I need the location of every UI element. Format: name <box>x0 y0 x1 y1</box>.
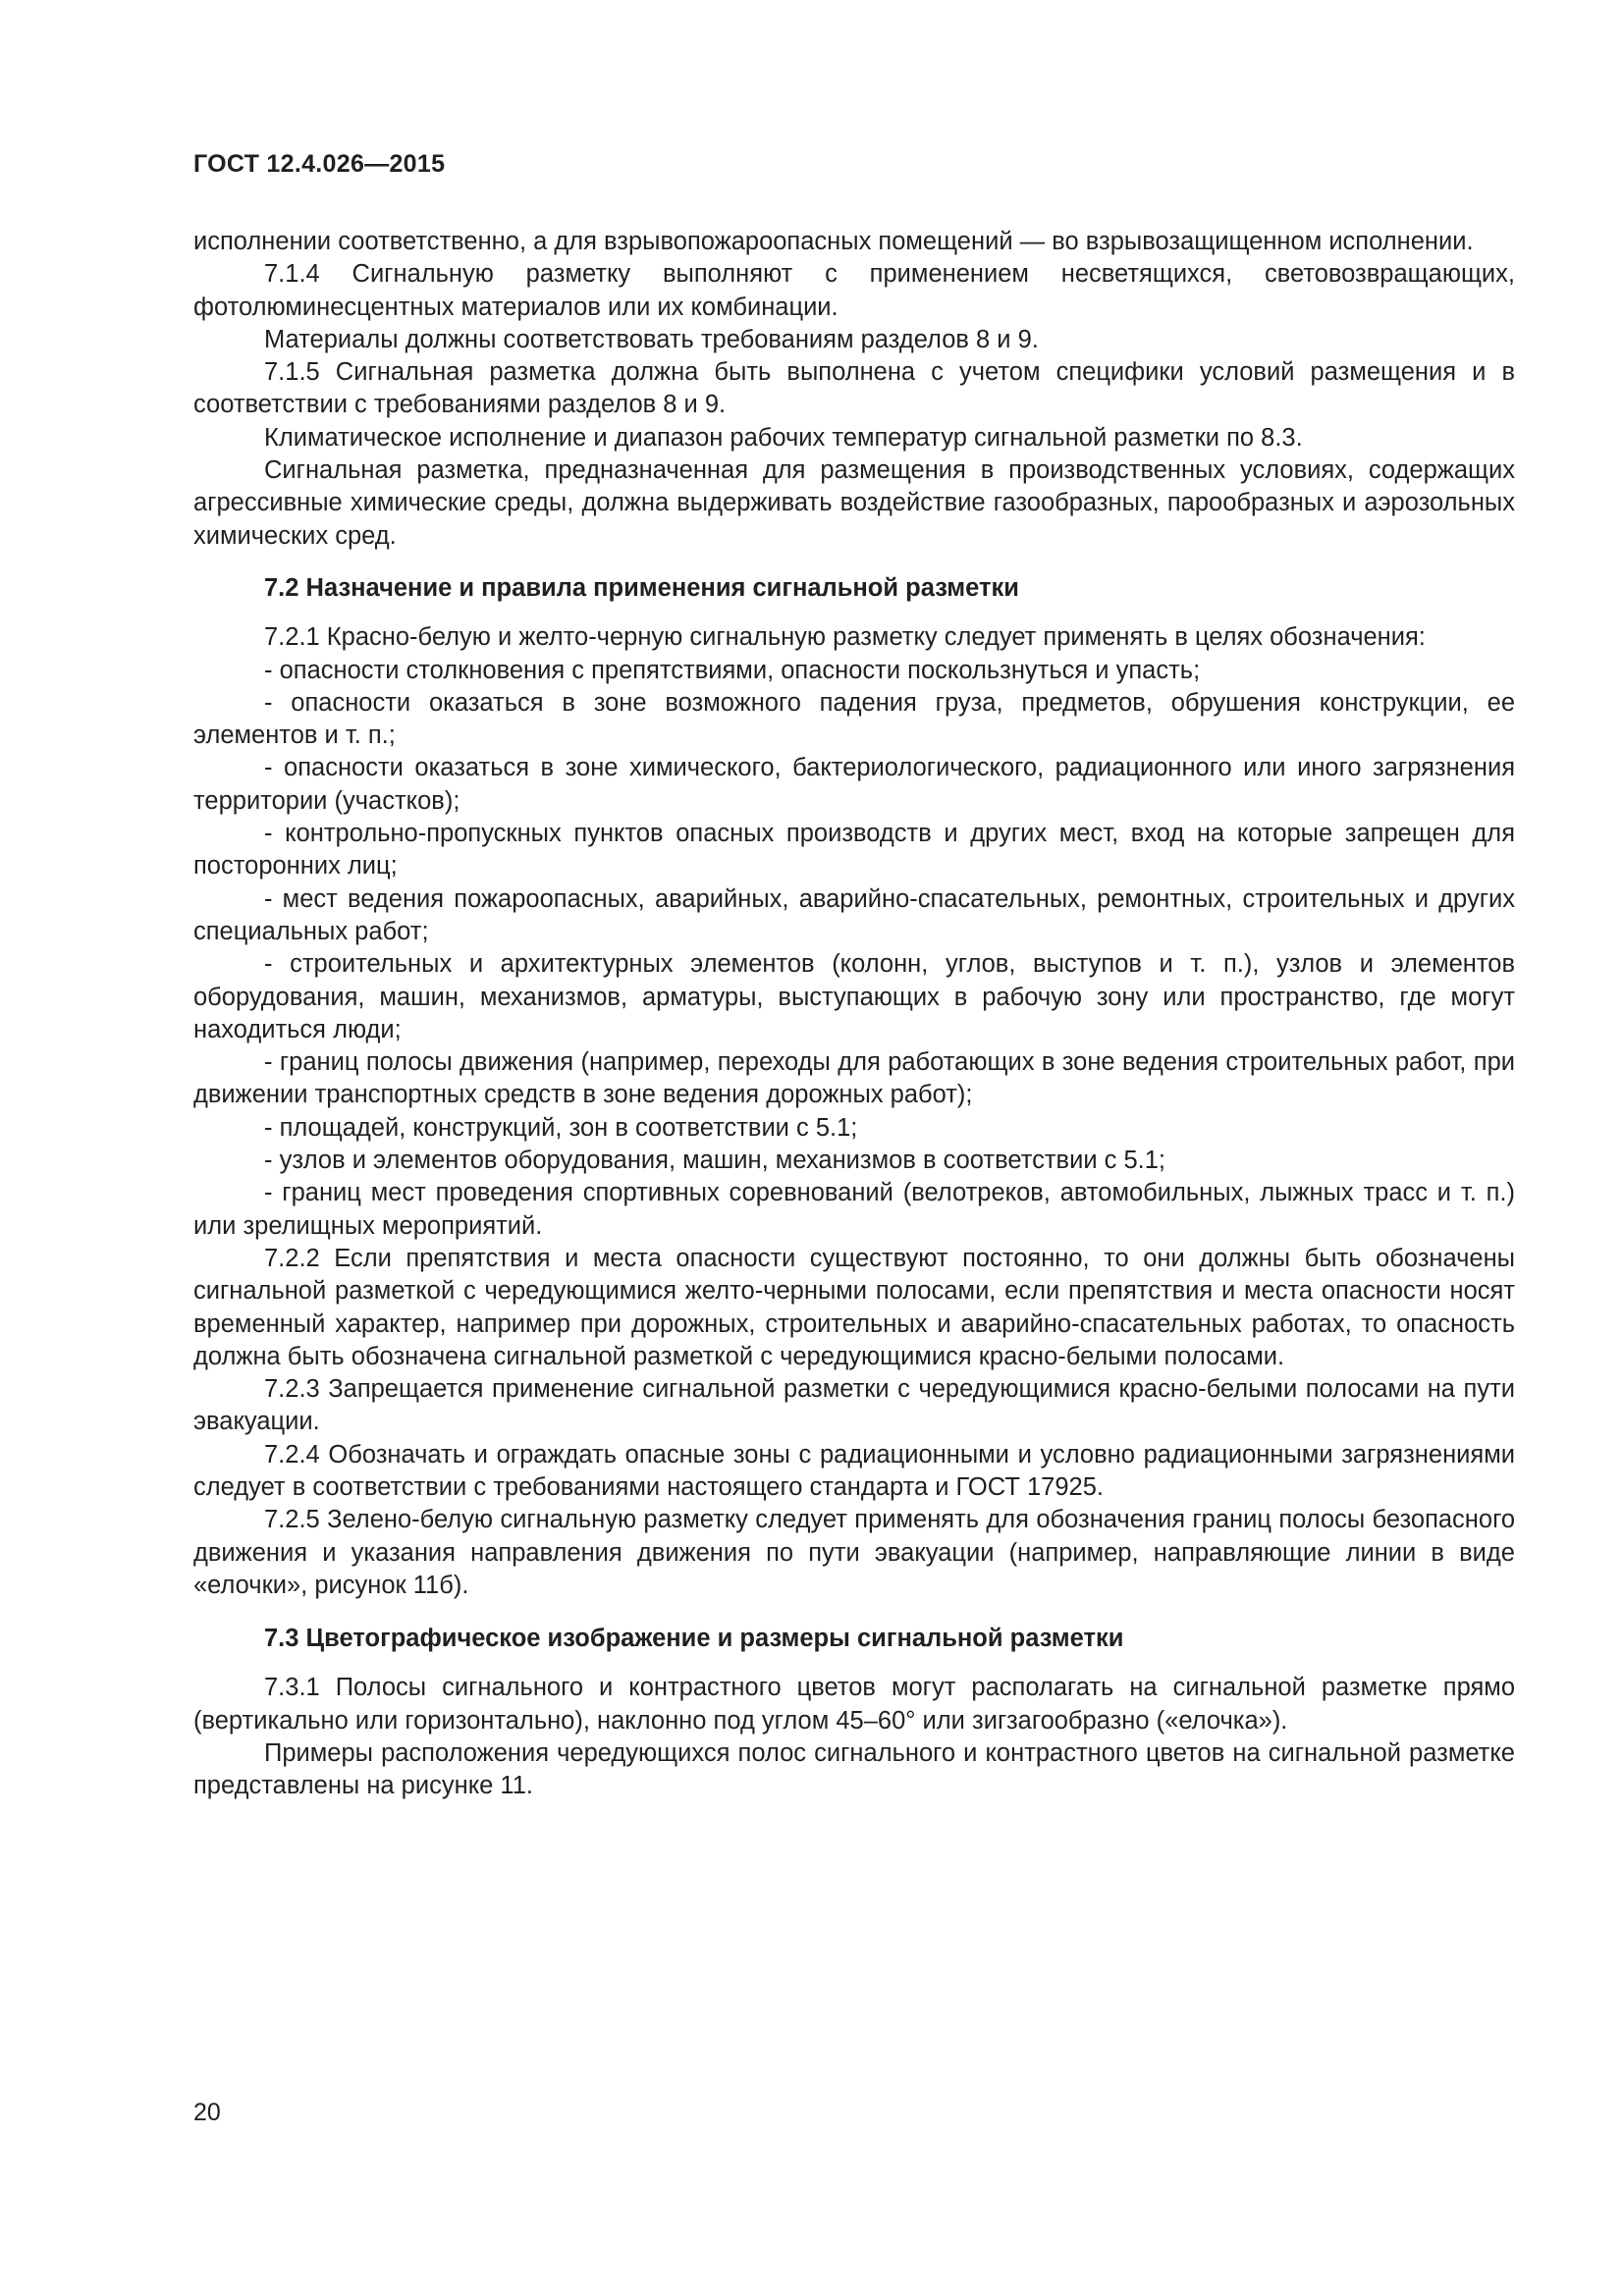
paragraph-7-2-4: 7.2.4 Обозначать и ограждать опасные зоны с радиационными и условно радиационными загрязнениями следует в соответствии с требованиями настоящего стандарта и ГОСТ 17925. <box>193 1440 1515 1501</box>
list-item: - опасности столкновения с препятствиями, опасности поскользнуться и упасть; <box>264 656 1201 684</box>
paragraph-7-2-1: 7.2.1 Красно-белую и желто-черную сигнальную разметку следует применять в целях обозначения: <box>264 623 1426 652</box>
paragraph-7-3-1: 7.3.1 Полосы сигнального и контрастного цветов могут располагать на сигнальной разметке прямо (вертикально или горизонтально), наклонно под углом 45–60° или зигзагообразно («елочка»). <box>193 1674 1515 1735</box>
paragraph-7-2-2: 7.2.2 Если препятствия и места опасности существуют постоянно, то они должны быть обозначены сигнальной разметкой с чередующимися желто-черными полосами, если препятствия и места опасности носят временный характер, например при дорожных, строительных и аварийно-спасательных работах, то опасность должна быть обозначена сигнальной разметкой с чередующимися красно-белыми полосами. <box>193 1244 1515 1370</box>
list-item: - строительных и архитектурных элементов (колонн, углов, выступов и т. п.), узлов и элементов оборудования, машин, механизмов, арматуры, выступающих в рабочую зону или пространство, где могут находиться люди; <box>193 950 1515 1043</box>
page-number: 20 <box>193 2099 221 2126</box>
paragraph-7-2-3: 7.2.3 Запрещается применение сигнальной разметки с чередующимися красно-белыми полосами на пути эвакуации. <box>193 1375 1515 1436</box>
list-item: - узлов и элементов оборудования, машин, механизмов в соответствии с 5.1; <box>264 1147 1166 1175</box>
list-item: - контрольно-пропускных пунктов опасных производств и других мест, вход на которые запрещен для посторонних лиц; <box>193 820 1515 881</box>
paragraph-materials: Материалы должны соответствовать требованиям разделов 8 и 9. <box>264 325 1039 353</box>
paragraph-7-1-4: 7.1.4 Сигнальную разметку выполняют с применением несветящихся, световозвращающих, фотолюминесцентных материалов или их комбинации. <box>193 260 1515 321</box>
list-item: - границ мест проведения спортивных соревнований (велотреков, автомобильных, лыжных трасс и т. п.) или зрелищных мероприятий. <box>193 1179 1515 1240</box>
list-item: - опасности оказаться в зоне химического, бактериологического, радиационного или иного загрязнения территории (участков); <box>193 754 1515 815</box>
section-heading-7-3: 7.3 Цветографическое изображение и размеры сигнальной разметки <box>264 1625 1124 1653</box>
list-item: - мест ведения пожароопасных, аварийных, аварийно-спасательных, ремонтных, строительных и других специальных работ; <box>193 884 1515 945</box>
section-heading-7-2: 7.2 Назначение и правила применения сигнальной разметки <box>264 573 1019 602</box>
paragraph-examples: Примеры расположения чередующихся полос сигнального и контрастного цветов на сигнальной разметке представлены на рисунке 11. <box>193 1739 1515 1800</box>
paragraph-climate: Климатическое исполнение и диапазон рабочих температур сигнальной разметки по 8.3. <box>264 423 1303 452</box>
paragraph-7-2-5: 7.2.5 Зелено-белую сигнальную разметку следует применять для обозначения границ полосы безопасного движения и указания направления движения по пути эвакуации (например, направляющие линии в виде «елочки», рисунок 11б). <box>193 1506 1515 1599</box>
list-item: - границ полосы движения (например, переходы для работающих в зоне ведения строительных работ, при движении транспортных средств в зоне ведения дорожных работ); <box>193 1048 1515 1109</box>
list-item: - опасности оказаться в зоне возможного падения груза, предметов, обрушения конструкции, ее элементов и т. п.; <box>193 688 1515 750</box>
document-body <box>193 226 1515 1803</box>
paragraph-continuation: исполнении соответственно, а для взрывопожароопасных помещений — во взрывозащищенном исполнении. <box>193 228 1474 255</box>
document-header: ГОСТ 12.4.026—2015 <box>193 150 446 178</box>
list-item: - площадей, конструкций, зон в соответствии с 5.1; <box>264 1113 858 1142</box>
paragraph-7-1-5: 7.1.5 Сигнальная разметка должна быть выполнена с учетом специфики условий размещения и в соответствии с требованиями разделов 8 и 9. <box>193 358 1515 419</box>
paragraph-chemical: Сигнальная разметка, предназначенная для размещения в производственных условиях, содержащих агрессивные химические среды, должна выдерживать воздействие газообразных, парообразных и аэрозольных химических сред. <box>193 456 1515 550</box>
